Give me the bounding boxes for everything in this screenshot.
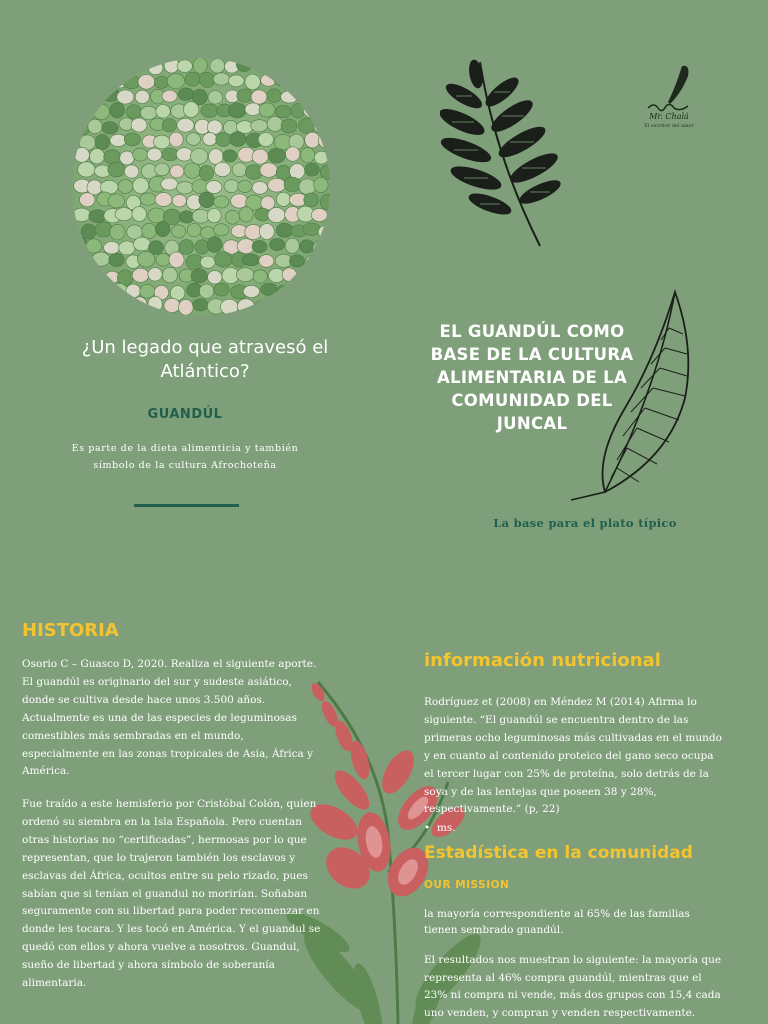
pea: [171, 225, 185, 238]
pea: [108, 162, 125, 177]
pea: [93, 104, 109, 120]
pea: [276, 223, 293, 237]
pea: [297, 301, 314, 313]
pea: [183, 102, 199, 118]
pea: [252, 240, 267, 252]
pea: [148, 61, 163, 75]
pea: [206, 181, 222, 194]
fern-leaf-icon: [440, 56, 570, 252]
pea: [119, 241, 135, 255]
pea: [228, 103, 246, 118]
pea: [299, 179, 316, 195]
pea: [285, 238, 299, 253]
pea: [223, 150, 237, 162]
pea: [245, 74, 260, 90]
pea: [148, 208, 166, 223]
pea: [319, 76, 330, 90]
pea: [305, 285, 321, 299]
pea: [93, 74, 109, 88]
pea: [290, 74, 306, 88]
pea: [170, 165, 184, 178]
pea: [207, 209, 221, 223]
pea: [245, 224, 262, 239]
pea: [133, 178, 149, 194]
pea: [220, 299, 238, 314]
pea: [74, 60, 88, 73]
pea: [138, 75, 155, 90]
long-leaf-icon: [565, 288, 705, 506]
pea: [259, 255, 274, 268]
estadistica-p1: la mayoría correspondiente al 65% de las familias tienen sembrado guandúl.: [424, 908, 690, 936]
pea: [137, 251, 155, 267]
pea: [300, 240, 315, 253]
pea: [297, 88, 312, 103]
pea: [230, 132, 246, 147]
pea: [87, 299, 103, 312]
pea: [274, 73, 289, 86]
pea: [201, 104, 218, 118]
pea: [142, 223, 157, 239]
pea: [109, 253, 125, 266]
pea: [72, 270, 88, 283]
pea: [172, 195, 186, 207]
pea: [232, 163, 247, 177]
pea: [299, 118, 316, 133]
pea: [88, 119, 102, 134]
divider: [134, 504, 239, 507]
pea: [133, 237, 150, 251]
pea: [224, 180, 239, 193]
pea: [193, 299, 209, 311]
pea: [162, 90, 177, 102]
pea: [282, 268, 296, 282]
pea: [177, 118, 194, 132]
pea: [237, 89, 253, 102]
pea: [243, 285, 259, 297]
pea: [72, 237, 88, 253]
pea: [161, 178, 178, 190]
pea: [305, 132, 320, 148]
pea: [299, 269, 314, 285]
pea: [208, 271, 223, 284]
pea: [87, 180, 102, 195]
pea: [179, 240, 194, 255]
pea: [74, 88, 90, 103]
pea: [167, 73, 184, 88]
pea: [207, 120, 222, 134]
pea: [95, 135, 110, 150]
pea: [214, 162, 230, 177]
pea: [289, 255, 304, 267]
pea: [319, 285, 330, 300]
pea: [213, 73, 229, 85]
pea: [154, 76, 169, 88]
pea: [313, 241, 328, 254]
pea: [131, 58, 149, 72]
pea: [289, 164, 304, 179]
pea: [164, 298, 180, 312]
subtitle: ¿Un legado que atravesó el Atlántico?: [81, 337, 329, 382]
pea: [153, 135, 170, 149]
pea: [305, 163, 320, 176]
pea: [299, 60, 316, 75]
pea: [117, 60, 132, 74]
pea: [110, 224, 125, 240]
pea: [192, 180, 208, 194]
pea: [253, 270, 267, 283]
pea: [269, 238, 284, 250]
pea: [169, 132, 183, 147]
historia-paragraph-2: [22, 796, 322, 993]
pea: [239, 207, 253, 222]
pea: [261, 283, 278, 295]
pea: [245, 103, 261, 116]
pea: [110, 134, 127, 146]
peas-illustration: [72, 58, 330, 316]
pea: [156, 104, 170, 118]
pea: [148, 268, 162, 281]
pea: [251, 120, 268, 132]
pea: [268, 207, 285, 222]
pea: [164, 58, 179, 73]
pea: [120, 151, 134, 165]
pea: [203, 133, 217, 146]
pea: [225, 210, 239, 224]
pea: [81, 285, 96, 299]
pea: [214, 283, 229, 296]
pea: [314, 299, 330, 313]
pea: [123, 76, 141, 89]
pea: [199, 165, 213, 180]
pea: [301, 147, 315, 162]
historia-paragraph-1: [22, 656, 322, 781]
pea: [73, 208, 91, 221]
historia-heading: HISTORIA: [22, 620, 119, 641]
pea: [124, 133, 140, 146]
pea: [162, 119, 176, 132]
pea: [260, 163, 278, 178]
pea: [303, 103, 319, 118]
pea: [314, 151, 328, 164]
pea: [255, 58, 271, 72]
pea: [275, 105, 291, 117]
pea: [193, 58, 207, 73]
pea: [267, 117, 283, 132]
pea: [117, 90, 134, 104]
pea: [210, 59, 225, 73]
pea: [79, 75, 96, 88]
logo-name: Mr. Chalá: [649, 112, 689, 121]
pea: [281, 119, 297, 133]
pea: [124, 165, 138, 178]
pea: [320, 194, 330, 210]
pea: [304, 193, 319, 207]
pea: [258, 133, 273, 147]
pea: [115, 208, 133, 221]
pea: [132, 207, 147, 222]
pea: [111, 284, 127, 299]
pea: [162, 267, 177, 283]
pea: [104, 241, 120, 253]
pea: [80, 193, 95, 207]
mission-label: OUR MISSION: [424, 879, 510, 891]
pea: [155, 163, 169, 176]
pea: [252, 149, 268, 164]
pea: [285, 297, 300, 312]
pea: [259, 103, 275, 117]
pea: [131, 118, 147, 132]
pea: [81, 224, 96, 239]
pea: [133, 148, 148, 161]
nutricion-trailing: • ms.: [424, 822, 456, 834]
pea: [236, 268, 254, 282]
pea: [200, 256, 215, 268]
pea: [284, 177, 301, 192]
logo-subtitle: El escritor del amor: [644, 124, 694, 129]
pea: [199, 192, 215, 208]
historia-p2: Fue traído a este hemisferio por Cristóbal Colón, quien ordenó su siembra en la Isla Española. Pero cuentan otras historias no “certificadas”, hermosas por lo que representan, que lo trajeron también los esclavos y esclavas del África, ocultos entre su pelo rizado, pues sabían que si tenían el guandul no morirían. Soñaban seguramente con su libertad para poder recomenzar en donde les tocara. Y les tocó en América. Y el guandul se quedó con ellos y ahora vuelve a nosotros. Guandul, sueño de libertad y ahora símbolo de soberanía alimentaria.: [22, 798, 321, 990]
pea: [140, 284, 155, 298]
pea: [322, 102, 330, 117]
pea: [102, 61, 119, 73]
pea: [208, 91, 223, 104]
guandul-description: Es parte de la dieta alimenticia y también símbolo de la cultura Afrochoteña: [71, 443, 299, 471]
pea: [118, 180, 133, 194]
pea: [267, 300, 282, 315]
pea: [251, 90, 267, 104]
pea: [102, 122, 118, 135]
pea: [237, 299, 254, 314]
pea: [320, 255, 330, 268]
pea: [254, 301, 269, 313]
pea: [169, 252, 184, 268]
pea: [291, 104, 305, 118]
pea: [92, 252, 110, 266]
pea: [133, 297, 147, 312]
pea: [311, 208, 327, 221]
pea: [187, 223, 201, 236]
pea: [177, 60, 192, 73]
pea: [140, 193, 156, 206]
pea: [267, 89, 282, 103]
nutricion-trailing-text: ms.: [436, 822, 456, 834]
pea: [199, 284, 213, 299]
pea: [155, 221, 170, 236]
pea: [276, 192, 290, 206]
estadistica-p2: El resultados nos muestran lo siguiente: la mayoría que representa al 46% compra guandúl, mientras que el 23% ni compra ni vende, más dos grupos con 15,4 cada uno venden, y compran y venden respectivamente.: [424, 954, 722, 1019]
pea: [94, 284, 110, 297]
pea: [228, 75, 244, 87]
pea: [74, 147, 89, 162]
pea: [306, 255, 321, 267]
pea: [101, 298, 118, 311]
pea: [140, 106, 156, 119]
pea: [238, 180, 253, 192]
pea: [87, 58, 105, 71]
pea: [89, 210, 106, 223]
pea: [118, 302, 132, 314]
pea: [216, 133, 231, 147]
pea: [259, 224, 274, 240]
pea: [268, 148, 285, 163]
pea: [215, 252, 233, 267]
nutricion-text: Rodríguez et (2008) en Méndez M (2014) Afirma lo siguiente. “El guandúl se encuentra dentro de las primeras ocho leguminosas más cultivadas en el mundo y en cuanto al contenido proteico del gano seco ocupa el tercer lugar con 25% de proteína, solo detrás de la soya y de las lentejas que poseen 38 y 28%, respectivamente.” (p, 22): [424, 696, 722, 816]
pea: [276, 285, 291, 299]
pea: [268, 178, 286, 192]
pea: [214, 196, 229, 208]
pea: [88, 89, 106, 104]
pea: [89, 149, 104, 164]
pea: [286, 147, 300, 162]
pea: [195, 240, 209, 255]
pea: [281, 91, 298, 103]
guandul-peas-photo: [72, 58, 330, 316]
pea: [313, 58, 328, 71]
pea: [86, 239, 101, 253]
pea: [314, 177, 328, 192]
pea: [89, 267, 103, 281]
pea: [207, 237, 222, 253]
guandul-label: GUANDÚL: [147, 407, 223, 422]
pea: [242, 254, 260, 266]
pea: [135, 90, 149, 103]
pea: [126, 284, 140, 298]
pea: [78, 162, 95, 177]
pea: [156, 253, 170, 266]
pea: [236, 58, 252, 72]
historia-p1: Osorio C – Guasco D, 2020. Realiza el siguiente aporte. El guandúl es originario del sur y sudeste asiático, donde se cultiva desde hace unos 3.500 años. Actualmente es una de las especies de leguminosas comestibles más sembradas en el mundo, especialmente en las zonas tropicales de Asia, África y América.: [22, 658, 317, 778]
pea: [102, 87, 120, 101]
pea: [261, 196, 275, 210]
pea: [186, 133, 200, 146]
pea: [126, 105, 141, 119]
pea: [288, 282, 305, 297]
pea: [200, 72, 215, 87]
quill-pen-icon: [640, 62, 698, 142]
pea: [132, 268, 149, 282]
main-title: EL GUANDÚL COMO BASE DE LA CULTURA ALIMENTARIA DE LA COMUNIDAD DEL JUNCAL: [430, 322, 634, 433]
pea: [72, 299, 87, 312]
pea: [185, 72, 200, 86]
nutricion-heading: información nutricional: [424, 650, 661, 671]
tagline: La base para el plato típico: [493, 516, 677, 530]
pea: [184, 163, 201, 178]
pea: [110, 102, 125, 118]
pea: [176, 148, 192, 161]
estadistica-heading: Estadística en la comunidad: [424, 843, 693, 863]
pea: [148, 296, 162, 312]
pea: [231, 194, 248, 208]
pea: [178, 88, 194, 101]
pea: [252, 181, 268, 194]
pea: [314, 121, 330, 134]
pea: [303, 223, 321, 236]
pea: [108, 194, 125, 208]
pea: [313, 269, 329, 281]
pea: [214, 224, 229, 236]
pea: [179, 299, 194, 315]
pea: [306, 73, 320, 89]
pea: [147, 148, 162, 161]
pea: [155, 192, 172, 206]
pea: [191, 269, 208, 283]
pea: [318, 133, 330, 148]
pea: [95, 222, 112, 237]
pea: [176, 182, 193, 194]
pea: [284, 58, 299, 72]
pea: [269, 59, 285, 72]
pea: [311, 89, 329, 105]
pea: [127, 225, 143, 239]
pea: [190, 149, 207, 165]
